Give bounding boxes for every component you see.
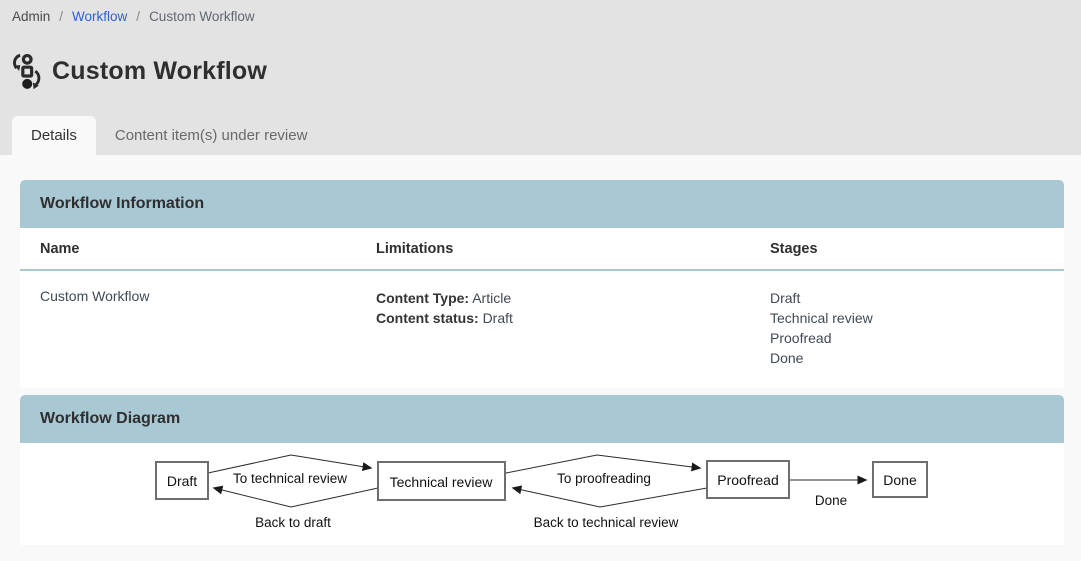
info-table-header: [20, 228, 1064, 271]
breadcrumb-separator: /: [59, 9, 64, 24]
transition-label-back-to-draft: Back to draft: [255, 515, 331, 530]
workflow-diagram: [20, 443, 1064, 545]
tab-bar: [12, 116, 326, 155]
limitation-label: Content status:: [376, 310, 479, 326]
breadcrumb-item-current: Custom Workflow: [149, 9, 255, 24]
column-header-stages: Stages: [770, 240, 818, 257]
node-label-technical-review: Technical review: [389, 474, 493, 490]
stages-cell: [770, 288, 1064, 368]
stage-item: Done: [770, 350, 804, 366]
limitation-label: Content Type:: [376, 290, 470, 306]
workflow-icon: [10, 52, 42, 90]
limitations-cell: [376, 288, 770, 368]
workflow-information-title: Workflow Information: [20, 180, 1064, 228]
column-header-limitations: Limitations: [376, 240, 454, 257]
transition-label-done: Done: [814, 493, 848, 508]
node-label-proofread: Proofread: [717, 472, 779, 488]
stage-item: Technical review: [770, 310, 873, 326]
tab-content-items-under-review[interactable]: Content item(s) under review: [114, 127, 308, 144]
tab-details[interactable]: Details: [12, 116, 96, 155]
stage-item: Proofread: [770, 330, 832, 346]
page-title: Custom Workflow: [52, 56, 268, 85]
breadcrumb-item-admin[interactable]: Admin: [12, 9, 51, 24]
top-header-area: [0, 0, 1081, 155]
breadcrumb: [12, 9, 255, 24]
transition-label-to-proofreading: To proofreading: [557, 471, 651, 486]
limitation-value: Article: [472, 290, 512, 306]
column-header-name: Name: [40, 240, 80, 257]
limitation-value: Draft: [482, 310, 513, 326]
node-label-done: Done: [883, 472, 917, 488]
edge-back-to-draft: [214, 488, 378, 507]
stage-item: Draft: [770, 290, 801, 306]
edge-back-to-technical-review: [513, 488, 707, 507]
workflow-name-cell: Custom Workflow: [40, 288, 150, 304]
transition-label-to-technical-review: To technical review: [232, 471, 348, 486]
workflow-diagram-panel: [20, 395, 1064, 545]
breadcrumb-separator: /: [136, 9, 141, 24]
workflow-information-panel: [20, 180, 1064, 388]
workflow-diagram-title: Workflow Diagram: [20, 395, 1064, 443]
breadcrumb-item-workflow[interactable]: Workflow: [72, 9, 128, 24]
node-label-draft: Draft: [166, 473, 198, 489]
info-table-row: [20, 271, 1064, 388]
transition-label-back-to-technical-review: Back to technical review: [533, 515, 679, 530]
